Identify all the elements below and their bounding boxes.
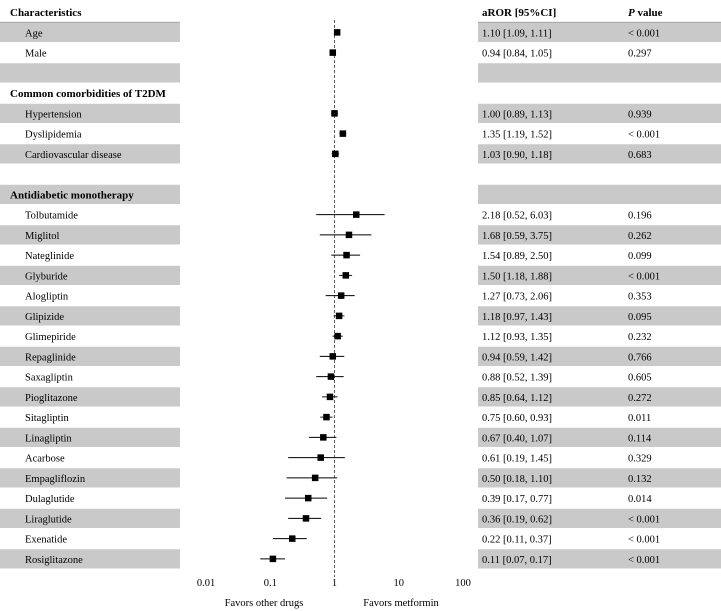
point-estimate (334, 29, 341, 36)
row-p-value: 0.132 (628, 473, 652, 485)
row-ci-text: 1.27 [0.73, 2.06] (482, 291, 552, 303)
row-p-value: 0.099 (628, 251, 652, 263)
point-estimate (305, 495, 312, 502)
row-label: Pioglitazone (25, 392, 78, 404)
row-ci-text: 1.18 [0.97, 1.43] (482, 311, 552, 323)
point-estimate (289, 535, 296, 542)
row-ci-text: 0.61 [0.19, 1.45] (482, 453, 552, 465)
point-estimate (332, 151, 339, 158)
row-label: Dyslipidemia (25, 129, 82, 141)
row-ci-text: 1.00 [0.89, 1.13] (482, 109, 552, 121)
row-ci-text: 0.75 [0.60, 0.93] (482, 413, 552, 425)
point-estimate (346, 232, 353, 239)
row-p-value: 0.329 (628, 453, 652, 465)
row-p-value: 0.766 (628, 352, 652, 364)
row-ci-text: 0.94 [0.84, 1.05] (482, 48, 552, 60)
row-label: Rosiglitazone (25, 554, 83, 566)
row-p-value: 0.297 (628, 48, 652, 60)
point-estimate (336, 313, 343, 320)
row-p-value: 0.114 (628, 433, 652, 445)
row-ci-text: 0.11 [0.07, 0.17] (482, 554, 552, 566)
header-characteristics: Characteristics (10, 7, 82, 19)
point-estimate (320, 434, 327, 441)
row-p-value: 0.605 (628, 372, 652, 384)
point-estimate (303, 515, 310, 522)
point-estimate (330, 353, 337, 360)
point-estimate (343, 272, 350, 279)
row-label: Tolbutamide (25, 210, 78, 222)
row-label: Nateglinide (25, 251, 74, 263)
row-label: Empagliflozin (25, 473, 86, 485)
row-label: Glimepiride (25, 332, 76, 344)
row-label: Dulaglutide (25, 494, 75, 506)
header-p-value (628, 7, 663, 19)
row-label: Exenatide (25, 534, 67, 546)
row-label: Glyburide (25, 271, 68, 283)
row-ci-text: 0.67 [0.40, 1.07] (482, 433, 552, 445)
point-estimate (328, 373, 335, 380)
row-p-value: < 0.001 (628, 514, 661, 526)
row-label: Cardiovascular disease (25, 149, 122, 161)
row-label: Miglitol (25, 230, 60, 242)
row-p-value: < 0.001 (628, 554, 661, 566)
row-ci-text: 0.88 [0.52, 1.39] (482, 372, 552, 384)
header-aror: aROR [95%CI] (482, 7, 557, 19)
header-p-italic: P (628, 7, 635, 19)
point-estimate (317, 454, 324, 461)
x-axis-layer (197, 578, 471, 589)
row-shading-layer (0, 23, 721, 569)
row-ci-text: 0.94 [0.59, 1.42] (482, 352, 552, 364)
x-tick-label: 10 (393, 578, 404, 589)
row-label: Sitagliptin (25, 413, 69, 425)
row-p-value: < 0.001 (628, 534, 661, 546)
row-label: Alogliptin (25, 291, 69, 303)
row-label: Male (25, 48, 47, 60)
point-estimate (353, 211, 360, 218)
row-ci-text: 1.35 [1.19, 1.52] (482, 129, 552, 141)
row-label: Repaglinide (25, 352, 76, 364)
row-label: Glipizide (25, 311, 65, 323)
point-estimate (270, 556, 277, 563)
row-ci-text: 1.03 [0.90, 1.18] (482, 149, 552, 161)
axis-left-label: Favors other drugs (224, 598, 304, 609)
point-estimate (312, 475, 319, 482)
row-ci-text: 0.39 [0.17, 0.77] (482, 494, 552, 506)
row-label: Linagliptin (25, 433, 72, 445)
x-tick-label: 0.1 (263, 578, 277, 589)
row-p-value: 0.232 (628, 332, 652, 344)
x-tick-label: 100 (455, 578, 471, 589)
row-p-value: < 0.001 (628, 129, 661, 141)
point-estimate (330, 49, 337, 56)
row-label: Hypertension (25, 109, 82, 121)
point-estimate (338, 292, 345, 299)
row-ci-text: 1.68 [0.59, 3.75] (482, 230, 552, 242)
axis-right-label: Favors metformin (363, 598, 439, 609)
row-ci-text: 1.10 [1.09, 1.11] (482, 28, 552, 40)
row-band-right (478, 185, 721, 204)
row-label: Liraglutide (25, 514, 72, 526)
row-ci-text: 1.54 [0.89, 2.50] (482, 251, 552, 263)
x-tick-label: 0.01 (196, 578, 216, 589)
row-p-value: 0.939 (628, 109, 652, 121)
row-p-value: < 0.001 (628, 28, 661, 40)
row-p-value: 0.353 (628, 291, 652, 303)
section-heading: Antidiabetic monotherapy (10, 189, 134, 202)
point-estimate (343, 252, 350, 259)
x-tick-label: 1 (331, 578, 338, 589)
row-p-value: 0.095 (628, 311, 652, 323)
row-p-value: 0.272 (628, 392, 652, 404)
row-ci-text: 2.18 [0.52, 6.03] (482, 210, 552, 222)
point-estimate (334, 333, 341, 340)
row-ci-text: 0.22 [0.11, 0.37] (482, 534, 552, 546)
section-heading: Common comorbidities of T2DM (10, 88, 166, 101)
point-estimate (331, 110, 338, 117)
row-ci-text: 0.85 [0.64, 1.12] (482, 392, 552, 404)
row-p-value: 0.011 (628, 413, 652, 425)
row-ci-text: 0.36 [0.19, 0.62] (482, 514, 552, 526)
estimate-marks-layer (260, 29, 384, 562)
point-estimate (340, 130, 347, 137)
row-p-value: 0.262 (628, 230, 652, 242)
header-p-rest: value (634, 7, 663, 19)
row-band-left (0, 63, 180, 82)
row-ci-text: 1.50 [1.18, 1.88] (482, 271, 552, 283)
point-estimate (327, 394, 334, 401)
row-label: Saxagliptin (25, 372, 73, 384)
row-p-value: < 0.001 (628, 271, 661, 283)
row-ci-text: 1.12 [0.93, 1.35] (482, 332, 552, 344)
row-p-value: 0.014 (628, 494, 652, 506)
point-estimate (323, 414, 330, 421)
row-label: Age (25, 28, 43, 40)
row-label: Acarbose (25, 453, 65, 465)
row-ci-text: 0.50 [0.18, 1.10] (482, 473, 552, 485)
row-p-value: 0.196 (628, 210, 652, 222)
row-band-right (478, 63, 721, 82)
row-p-value: 0.683 (628, 149, 652, 161)
